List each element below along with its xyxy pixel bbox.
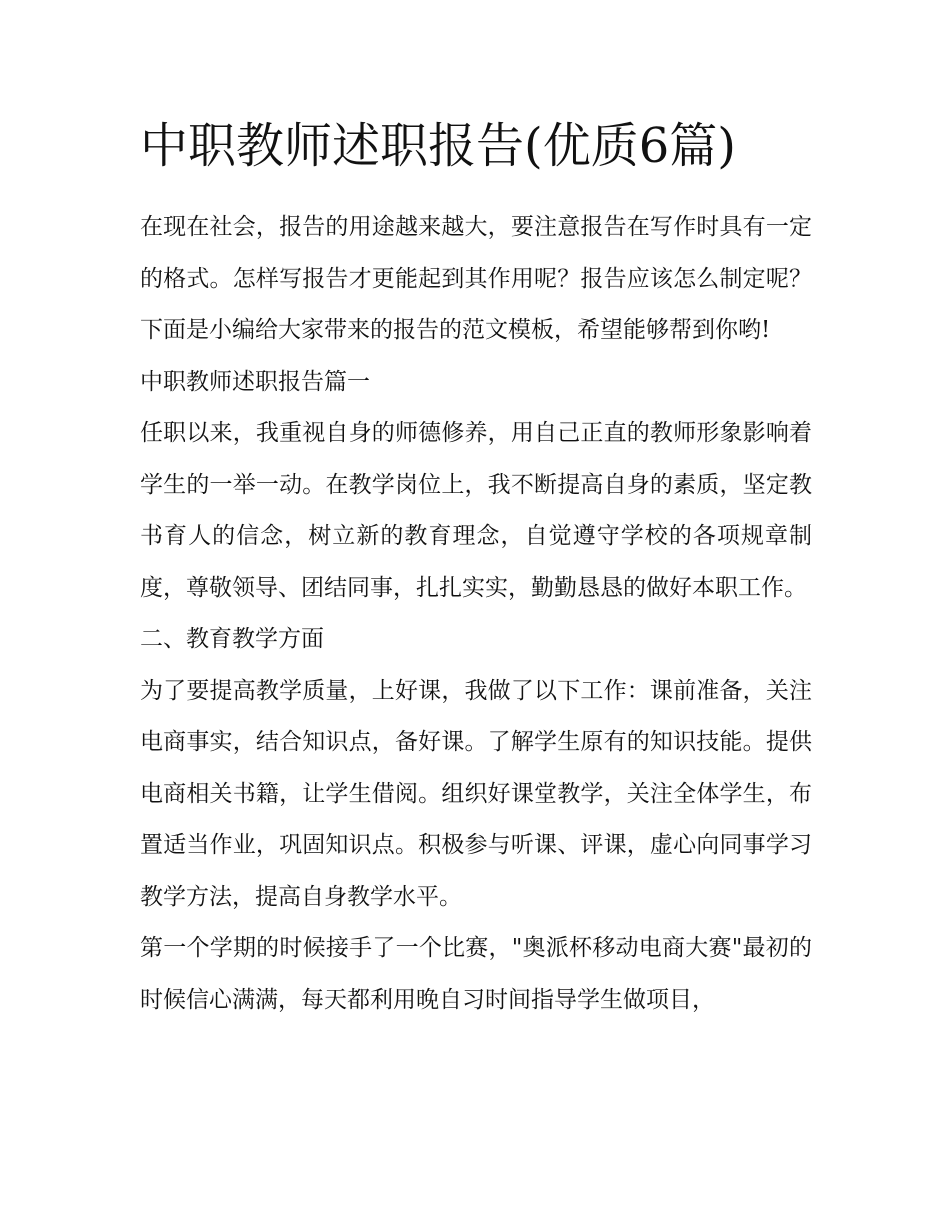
document-title: 中职教师述职报告(优质6篇) — [140, 118, 736, 174]
document-body — [140, 110, 812, 1026]
body-paragraph: 为了要提高教学质量，上好课，我做了以下工作：课前准备，关注电商事实，结合知识点，备好课。了解学生原有的知识技能。提供电商相关书籍，让学生借阅。组织好课堂教学，关注全体学生，布置适当作业，巩固知识点。积极参与听课、评课，虚心向同事学习教学方法，提高自身教学水平。 — [140, 677, 812, 910]
section-heading-teaching: 二、教育教学方面 — [140, 626, 324, 652]
body-paragraph: 任职以来，我重视自身的师德修养，用自己正直的教师形象影响着学生的一举一动。在教学岗位上，我不断提高自身的素质，坚定教书育人的信念，树立新的教育理念，自觉遵守学校的各项规章制度，尊敬领导、团结同事，扎扎实实，勤勤恳恳的做好本职工作。 — [140, 420, 812, 601]
intro-paragraph: 在现在社会，报告的用途越来越大，要注意报告在写作时具有一定的格式。怎样写报告才更能起到其作用呢？报告应该怎么制定呢？下面是小编给大家带来的报告的范文模板，希望能够帮到你哟! — [140, 214, 812, 343]
body-paragraph: 第一个学期的时候接手了一个比赛，"奥派杯移动电商大赛"最初的时候信心满满，每天都利用晚自习时间指导学生做项目， — [140, 935, 812, 1013]
section-heading-part-one: 中职教师述职报告篇一 — [140, 368, 370, 395]
